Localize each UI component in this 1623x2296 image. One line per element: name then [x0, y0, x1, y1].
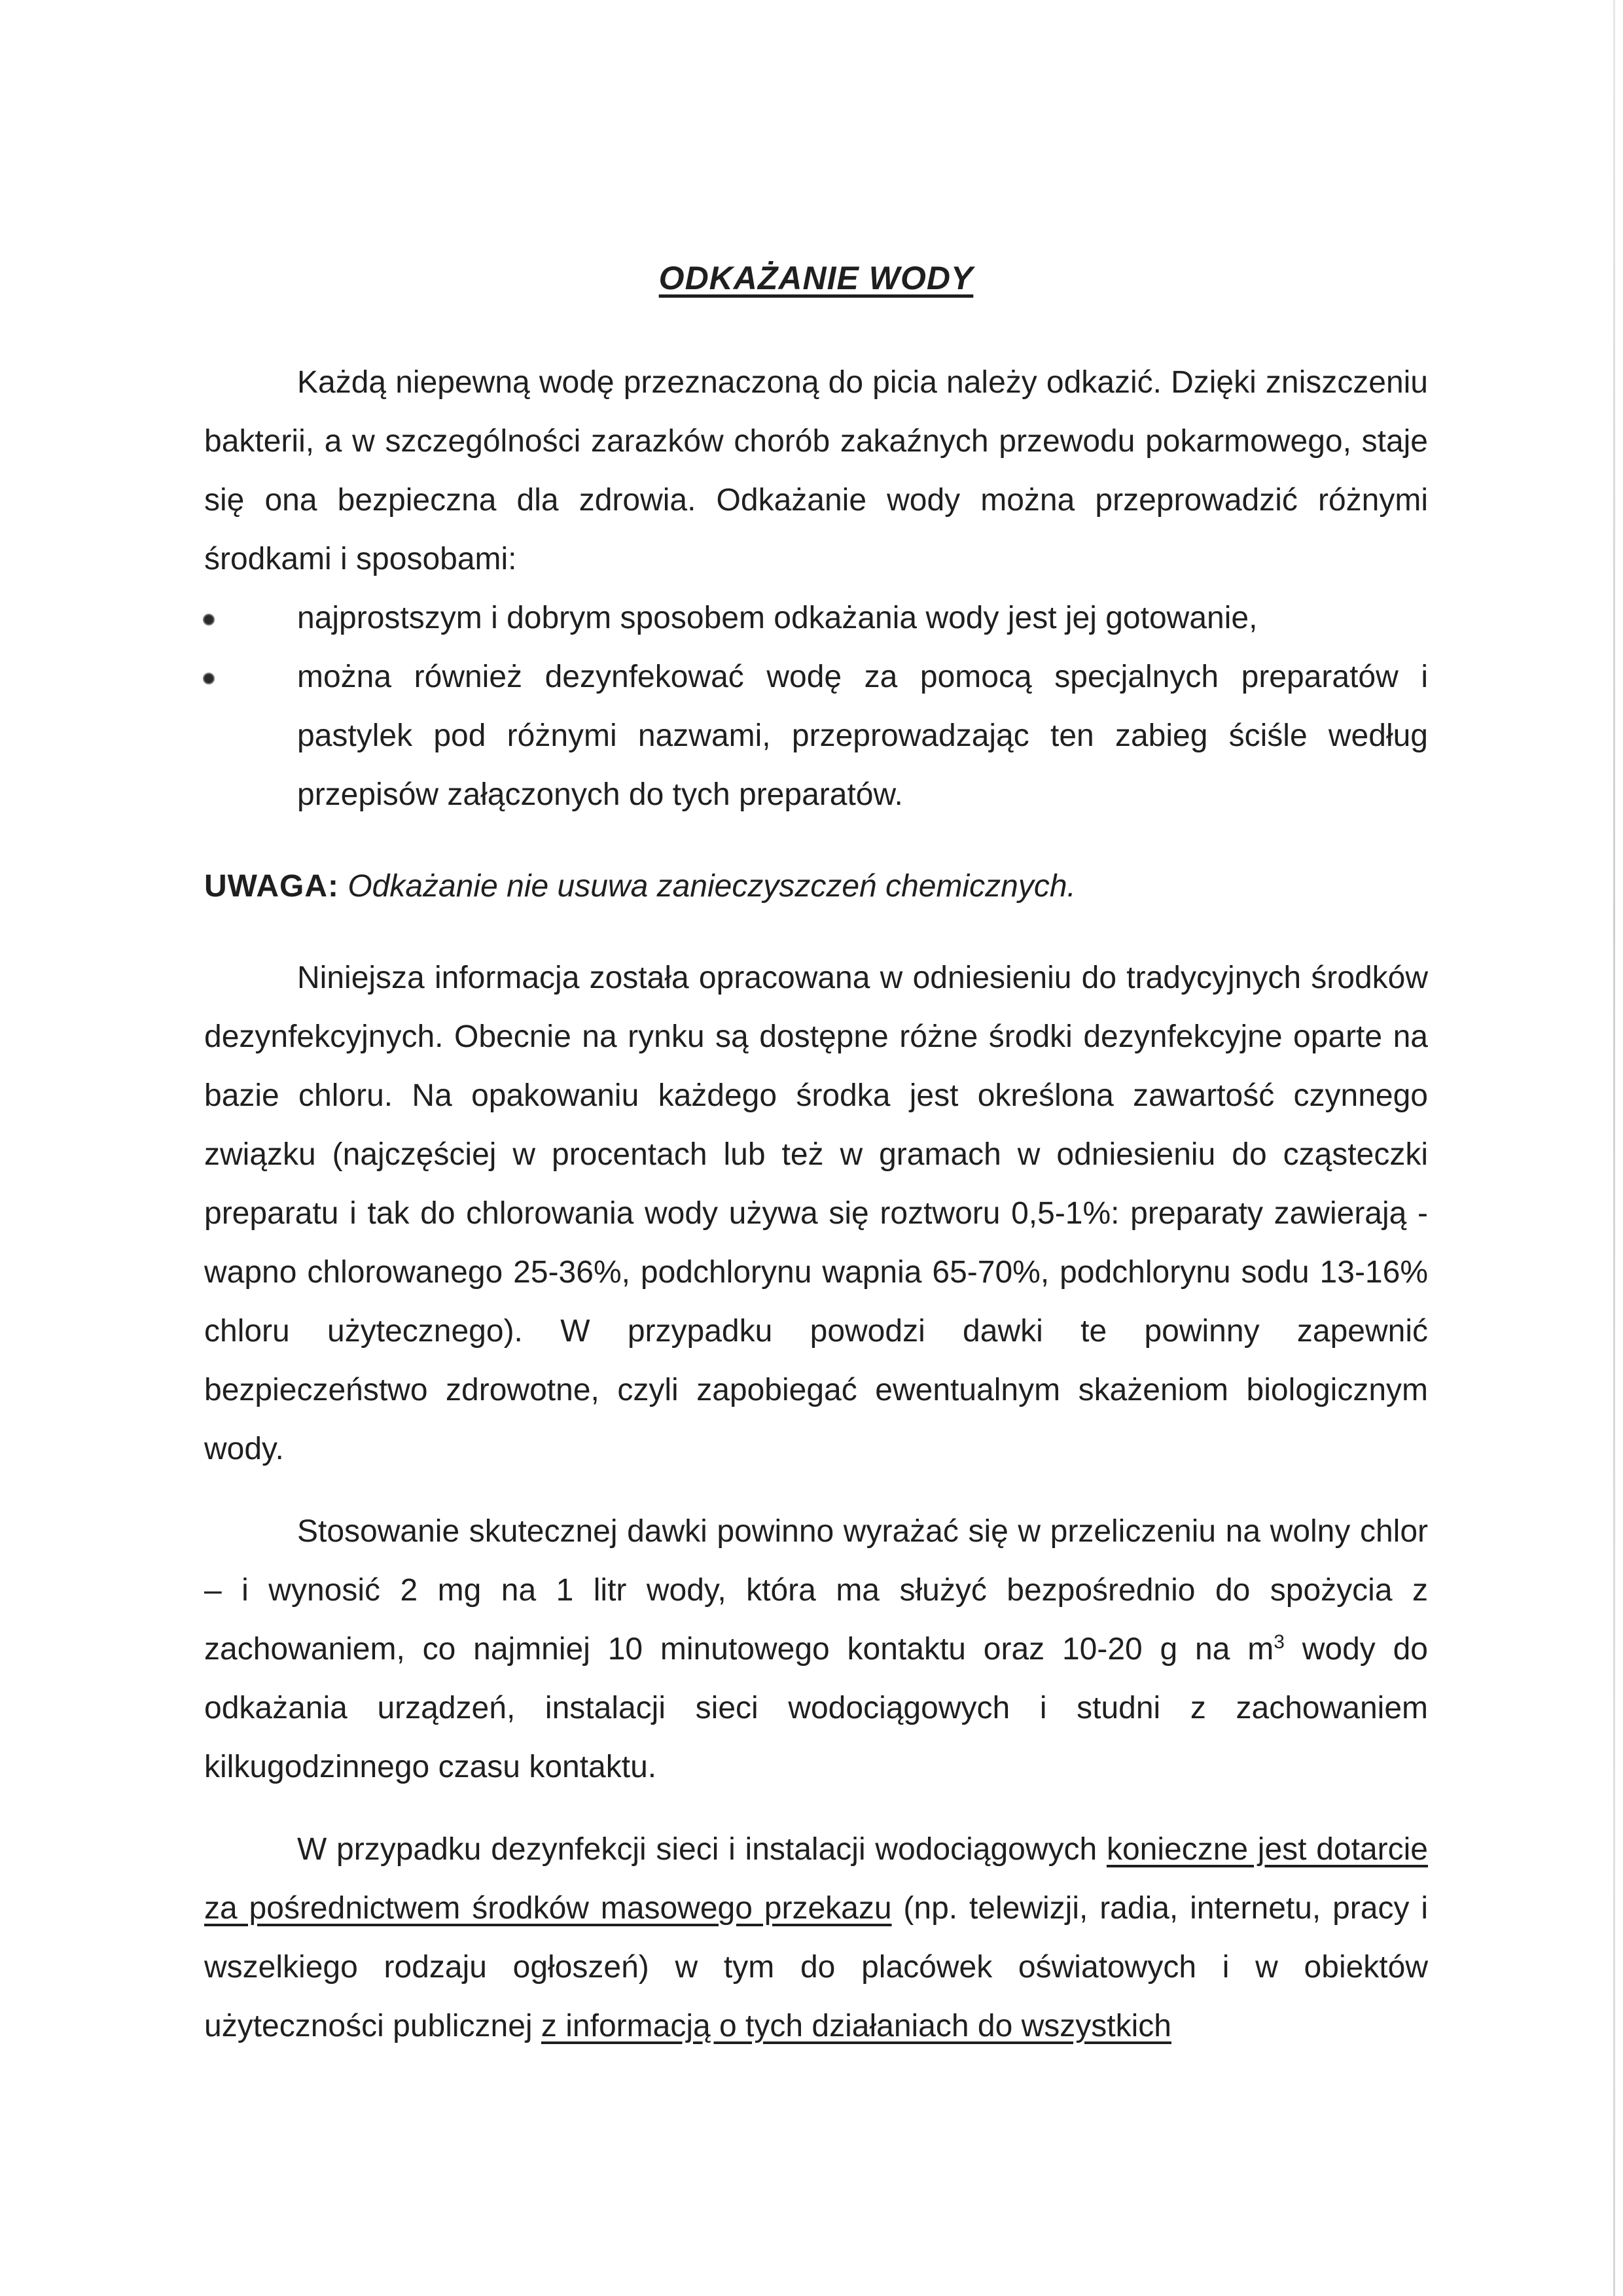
scan-edge: [1613, 0, 1615, 2296]
warning-text: Odkażanie nie usuwa zanieczyszczeń chemicznych.: [348, 869, 1076, 904]
dosage-text-end: wody do odkażania urządzeń, instalacji sieci wodociągowych i studni z zachowaniem kilkugodzinnego czasu kontaktu.: [204, 1632, 1428, 1784]
network-text-1: W przypadku dezynfekcji sieci i instalacji wodociągowych: [297, 1832, 1107, 1867]
warning-note: [204, 857, 1428, 916]
network-text-2: (np. telewizji, radia, internetu, pracy i wszelkiego rodzaju ogłoszeń) w tym do placówek oświatowych i w obiektów użyteczności publicznej: [204, 1891, 1429, 2043]
dosage-text-start: Stosowanie skutecznej dawki powinno wyrażać się w przeliczeniu na wolny chlor – i wynosić 2 mg na 1 litr wody, która ma służyć bezpośrednio do spożycia z zachowaniem, co najmniej 10 minutowego kontaktu oraz 10-20 g na m: [204, 1514, 1428, 1667]
bullet-icon: [204, 615, 213, 624]
cubic-superscript: 3: [1274, 1631, 1285, 1653]
warning-label: UWAGA:: [204, 869, 339, 904]
paragraph-network-disinfection: [204, 1820, 1428, 2056]
paragraph-disinfectants: Niniejsza informacja została opracowana w odniesieniu do tradycyjnych środków dezynfekcyjnych. Obecnie na rynku są dostępne różne środki dezynfekcyjne oparte na bazie chloru. Na opakowaniu każdego środka jest określona zawartość czynnego związku (najczęściej w procentach lub też w gramach w odniesieniu do cząsteczki preparatu i tak do chlorowania wody używa się roztworu 0,5-1%: preparaty zawierają - wapno chlorowanego 25-36%, podchlorynu wapnia 65-70%, podchlorynu sodu 13-16% chloru użytecznego). W przypadku powodzi dawki te powinny zapewnić bezpieczeństwo zdrowotne, czyli zapobiegać ewentualnym skażeniom biologicznym wody.: [204, 961, 1428, 1466]
method-list: [204, 589, 1428, 824]
list-item: [204, 589, 1428, 648]
network-underlined-1: konieczne jest dotarcie za pośrednictwem środków masowego przekazu: [204, 1832, 1428, 1926]
document-body: [204, 249, 1428, 2056]
document-title: ODKAŻANIE WODY: [658, 260, 974, 296]
paragraph-intro: Każdą niepewną wodę przeznaczoną do picia należy odkazić. Dzięki zniszczeniu bakterii, a w szczególności zarazków chorób zakaźnych przewodu pokarmowego, staje się ona bezpieczna dla zdrowia. Odkażanie wody można przeprowadzić różnymi środkami i sposobami:: [204, 365, 1428, 576]
list-item: [204, 648, 1428, 824]
bullet-icon: [204, 674, 213, 683]
network-underlined-2: z informacją o tych działaniach do wszystkich: [541, 2009, 1171, 2043]
list-item-text: można również dezynfekować wodę za pomocą specjalnych preparatów i pastylek pod różnymi nazwami, przeprowadzając ten zabieg ściśle według przepisów załączonych do tych preparatów.: [297, 660, 1428, 812]
paragraph-dosage: [204, 1502, 1428, 1797]
list-item-text: najprostszym i dobrym sposobem odkażania wody jest jej gotowanie,: [297, 601, 1258, 635]
